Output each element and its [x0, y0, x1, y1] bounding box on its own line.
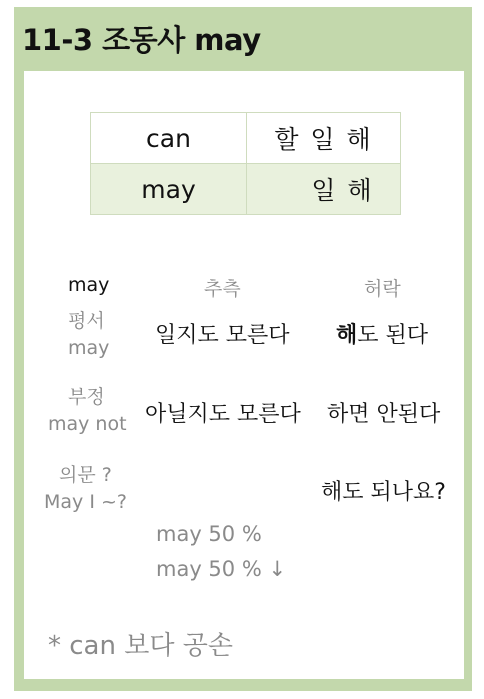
- row-sublabel: may not: [48, 413, 127, 435]
- column-header-permission: 허락: [364, 278, 401, 300]
- row-label: 부정: [68, 386, 105, 408]
- grid-corner-label: may: [68, 274, 110, 296]
- table-row: [91, 164, 401, 215]
- probability-line: may 50 % ↓: [156, 557, 287, 581]
- probability-line: may 50 %: [156, 522, 262, 546]
- can-may-table: [90, 112, 401, 215]
- footnote: * can 보다 공손: [48, 631, 233, 661]
- table-cell-meaning: 일 해: [247, 164, 401, 215]
- column-header-guess: 추측: [204, 278, 241, 300]
- permission-rest: 도 된다: [357, 323, 429, 348]
- permission-cell: 하면 안된다: [327, 402, 441, 427]
- permission-highlight: 해: [336, 323, 358, 348]
- row-label: 의문 ?: [59, 464, 112, 486]
- permission-cell: 해도 되나요?: [321, 480, 446, 505]
- table-cell-word: may: [91, 164, 247, 215]
- row-sublabel: May I ~?: [44, 491, 127, 513]
- table-cell-meaning: 할 일 해: [247, 113, 401, 164]
- permission-cell: [336, 318, 428, 349]
- page-title: 11-3 조동사 may: [22, 23, 261, 57]
- guess-cell: 아닐지도 모른다: [145, 402, 301, 427]
- guess-cell: 일지도 모른다: [155, 323, 290, 348]
- table-row: [91, 113, 401, 164]
- row-label: 평서: [68, 310, 105, 332]
- table-cell-word: can: [91, 113, 247, 164]
- row-sublabel: may: [68, 337, 110, 359]
